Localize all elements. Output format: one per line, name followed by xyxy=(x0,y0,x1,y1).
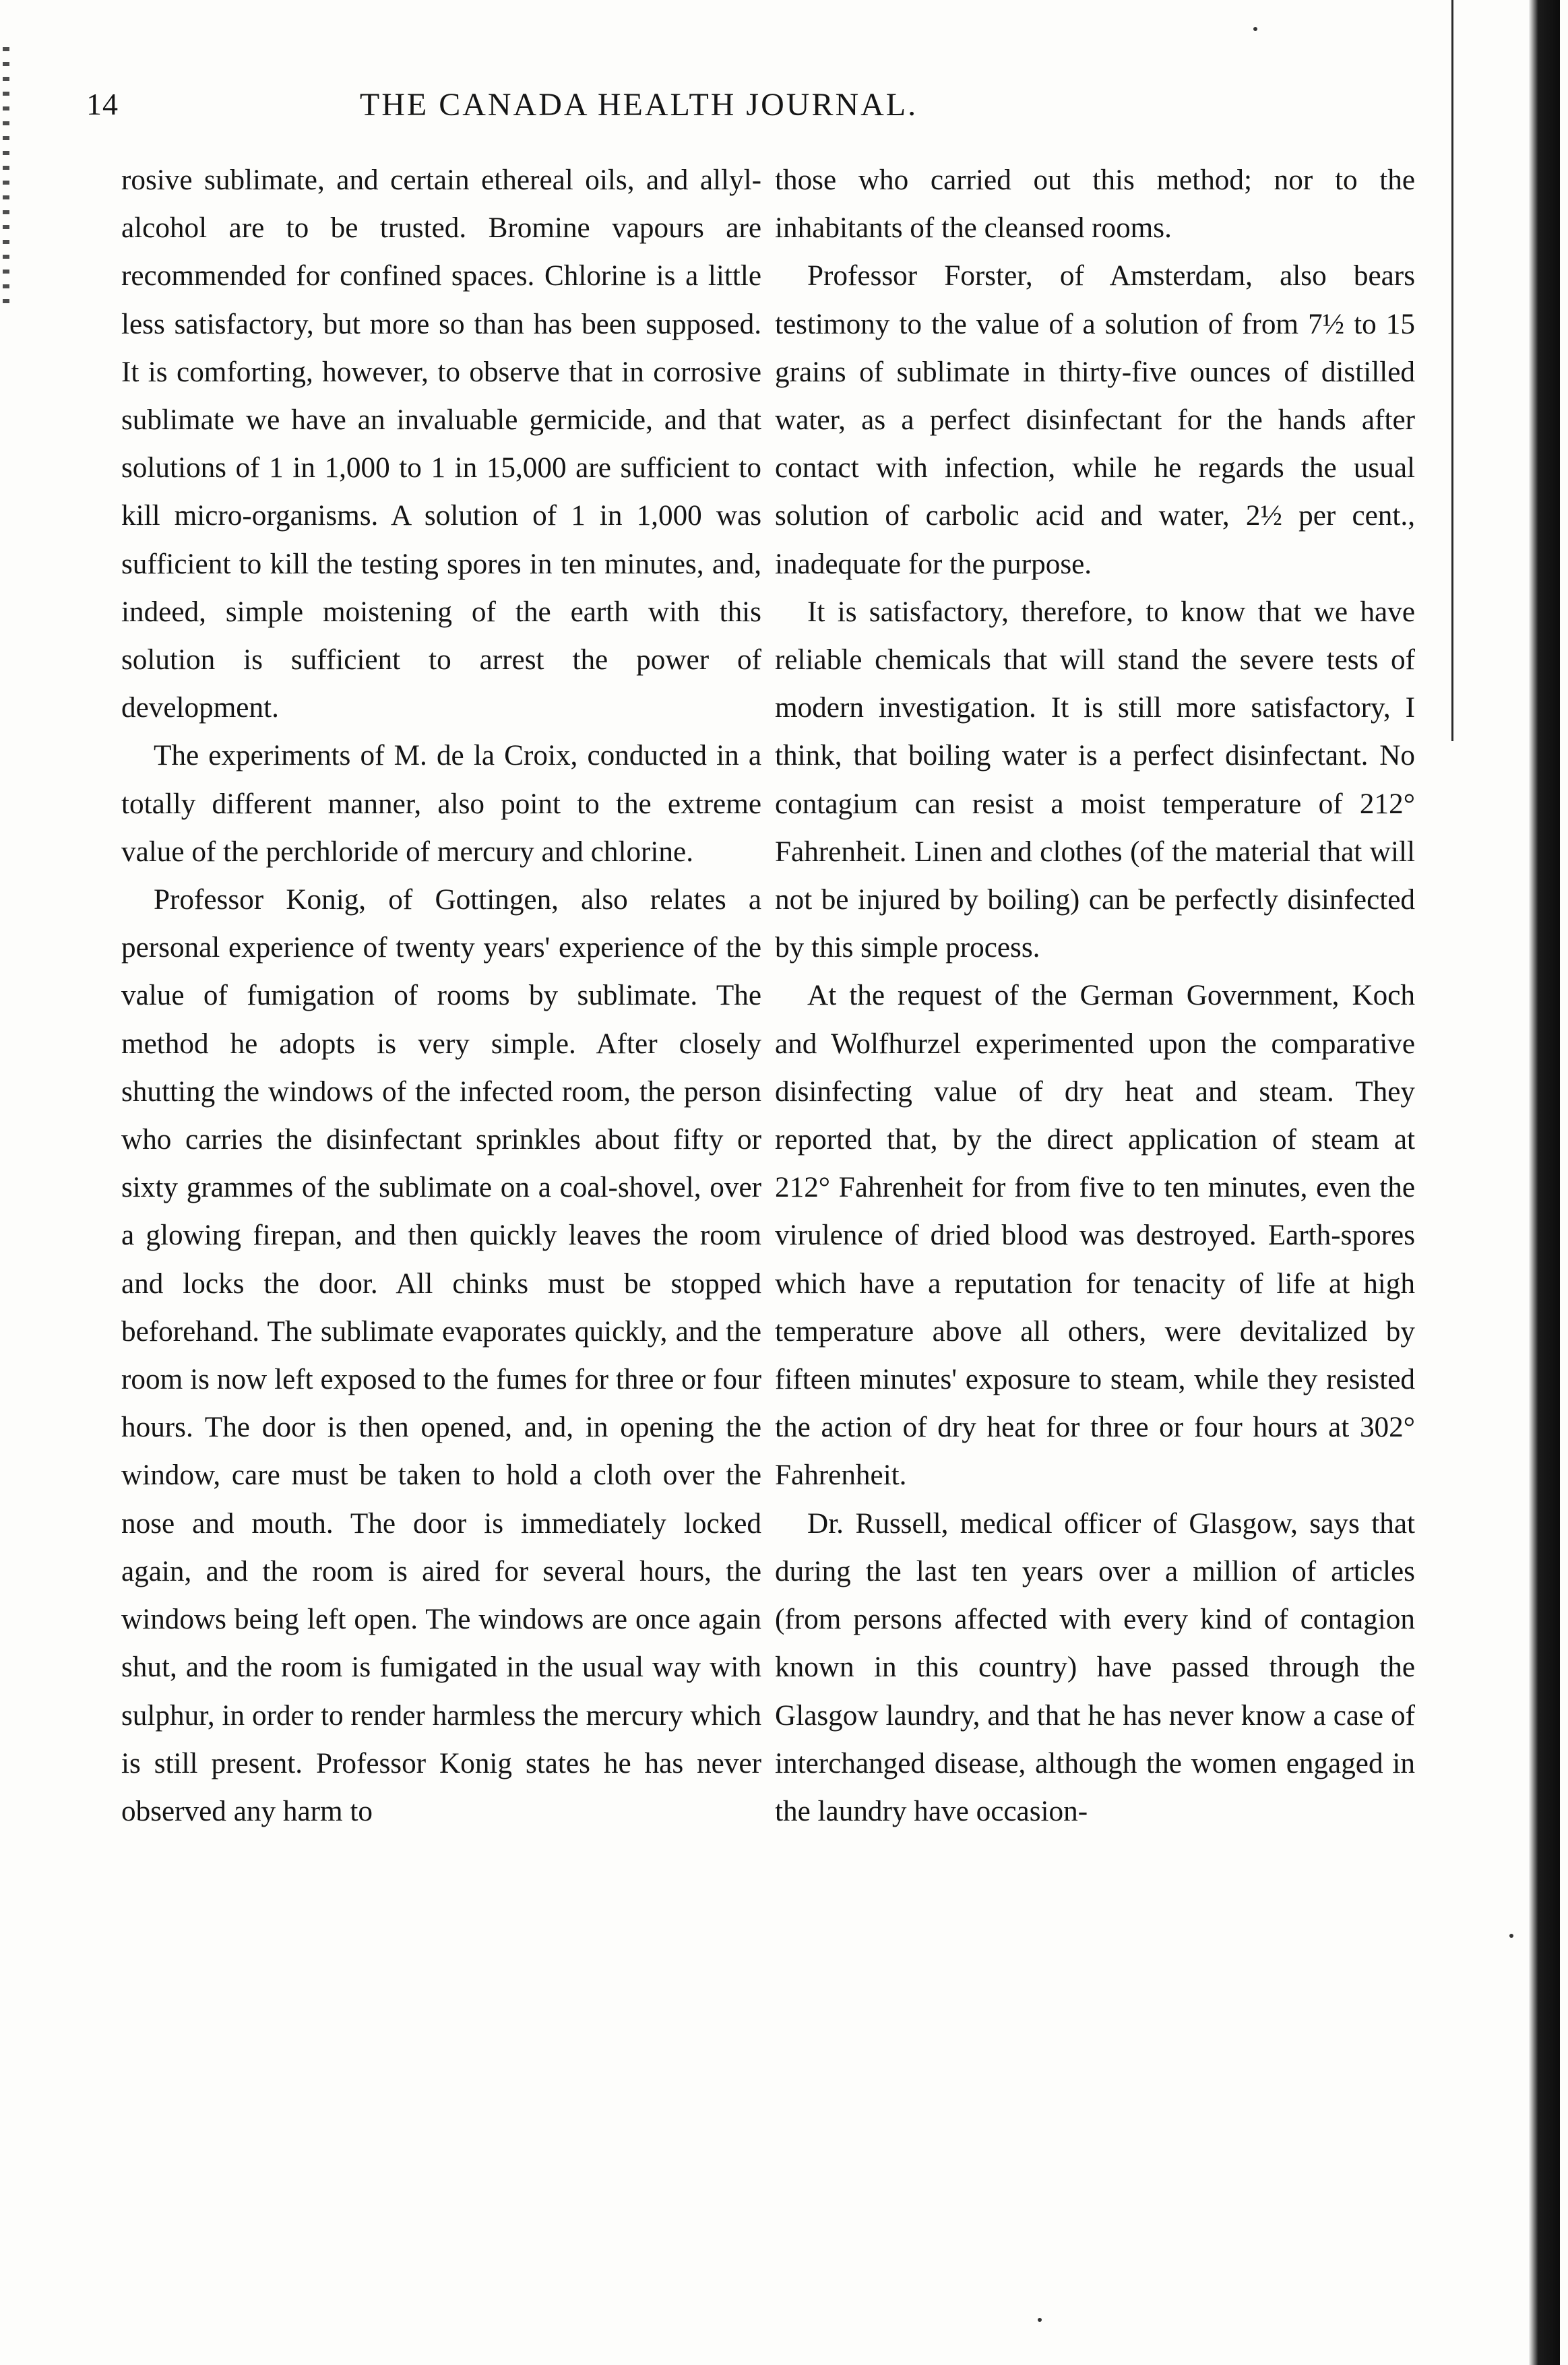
paragraph: those who carried out this method; nor to the inhabitants of the cleansed rooms. xyxy=(775,164,1415,245)
scan-speck xyxy=(1038,2318,1042,2322)
scan-binding-shadow xyxy=(1529,0,1560,2365)
paragraph: Professor Konig, of Gottingen, also relates a personal experience of twenty years' experience of the value of fumigation of rooms by sublimate. The method he adopts is very simple. After closely shutting the windows of the infected room, the person who carries the disinfectant sprinkles about fifty or sixty grammes of the sublimate on a coal-shovel, over a glowing firepan, and then quickly leaves the room and locks the door. All chinks must be stopped beforehand. The sublimate evaporates quickly, and the room is now left exposed to the fumes for three or four hours. The door is then opened, and, in opening the window, care must be taken to hold a cloth over the nose and mouth. The door is immediately locked again, and the room is aired for several hours, the windows being left open. The windows are once again shut, and the room is fumigated in the usual way with sulphur, in order to render harmless the mercury which is still present. Professor Konig states he has never observed any harm to xyxy=(121,884,761,1827)
paragraph: rosive sublimate, and certain ethereal oils, and allyl-alcohol are to be trusted. Bromine vapours are recommended for confined spaces. Chlorine is a little less satisfactory, but more so than has been supposed. It is comforting, however, to observe that in corrosive sublimate we have an invaluable germicide, and that solutions of 1 in 1,000 to 1 in 15,000 are sufficient to kill micro-organisms. A solution of 1 in 1,000 was sufficient to kill the testing spores in ten minutes, and, indeed, simple moistening of the earth with this solution is sufficient to arrest the power of development. xyxy=(121,164,761,724)
scan-speck xyxy=(1509,1934,1513,1938)
paragraph: The experiments of M. de la Croix, conducted in a totally different manner, also point to the extreme value of the perchloride of mercury and chlorine. xyxy=(121,740,761,868)
paragraph: Professor Forster, of Amsterdam, also bears testimony to the value of a solution of from 7½ to 15 grains of sublimate in thirty-five ounces of distilled water, as a perfect disinfectant for the hands after contact with infection, while he regards the usual solution of carbolic acid and water, 2½ per cent., inadequate for the purpose. xyxy=(775,260,1415,580)
paragraph: Dr. Russell, medical officer of Glasgow, says that during the last ten years over a million of articles (from persons affected with every kind of contagion known in this country) have passed through the Glasgow laundry, and that he has never know a case of interchanged disease, although the women engaged in the laundry have occasion- xyxy=(775,1507,1415,1827)
page-number: 14 xyxy=(86,87,119,121)
paragraph: It is satisfactory, therefore, to know that we have reliable chemicals that will stand the severe tests of modern investigation. It is still more satisfactory, I think, that boiling water is a perfect disinfectant. No contagium can resist a moist temperature of 212° Fahrenheit. Linen and clothes (of the material that will not be injured by boiling) can be perfectly disinfected by this simple process. xyxy=(775,596,1415,964)
scan-speck xyxy=(1253,27,1257,31)
left-column xyxy=(121,156,761,1835)
scan-fold-line xyxy=(1451,0,1453,741)
page-header xyxy=(86,86,1191,133)
paragraph: At the request of the German Government, Koch and Wolfhurzel experimented upon the comparative disinfecting value of dry heat and steam. They reported that, by the direct application of steam at 212° Fahrenheit for from five to ten minutes, even the virulence of dried blood was destroyed. Earth-spores which have a reputation for tenacity of life at high temperature above all others, were devitalized by fifteen minutes' exposure to steam, while they resisted the action of dry heat for three or four hours at 302° Fahrenheit. xyxy=(775,980,1415,1492)
scan-edge-marks xyxy=(3,47,9,303)
running-title: THE CANADA HEALTH JOURNAL. xyxy=(359,87,918,123)
right-column xyxy=(775,156,1415,1835)
